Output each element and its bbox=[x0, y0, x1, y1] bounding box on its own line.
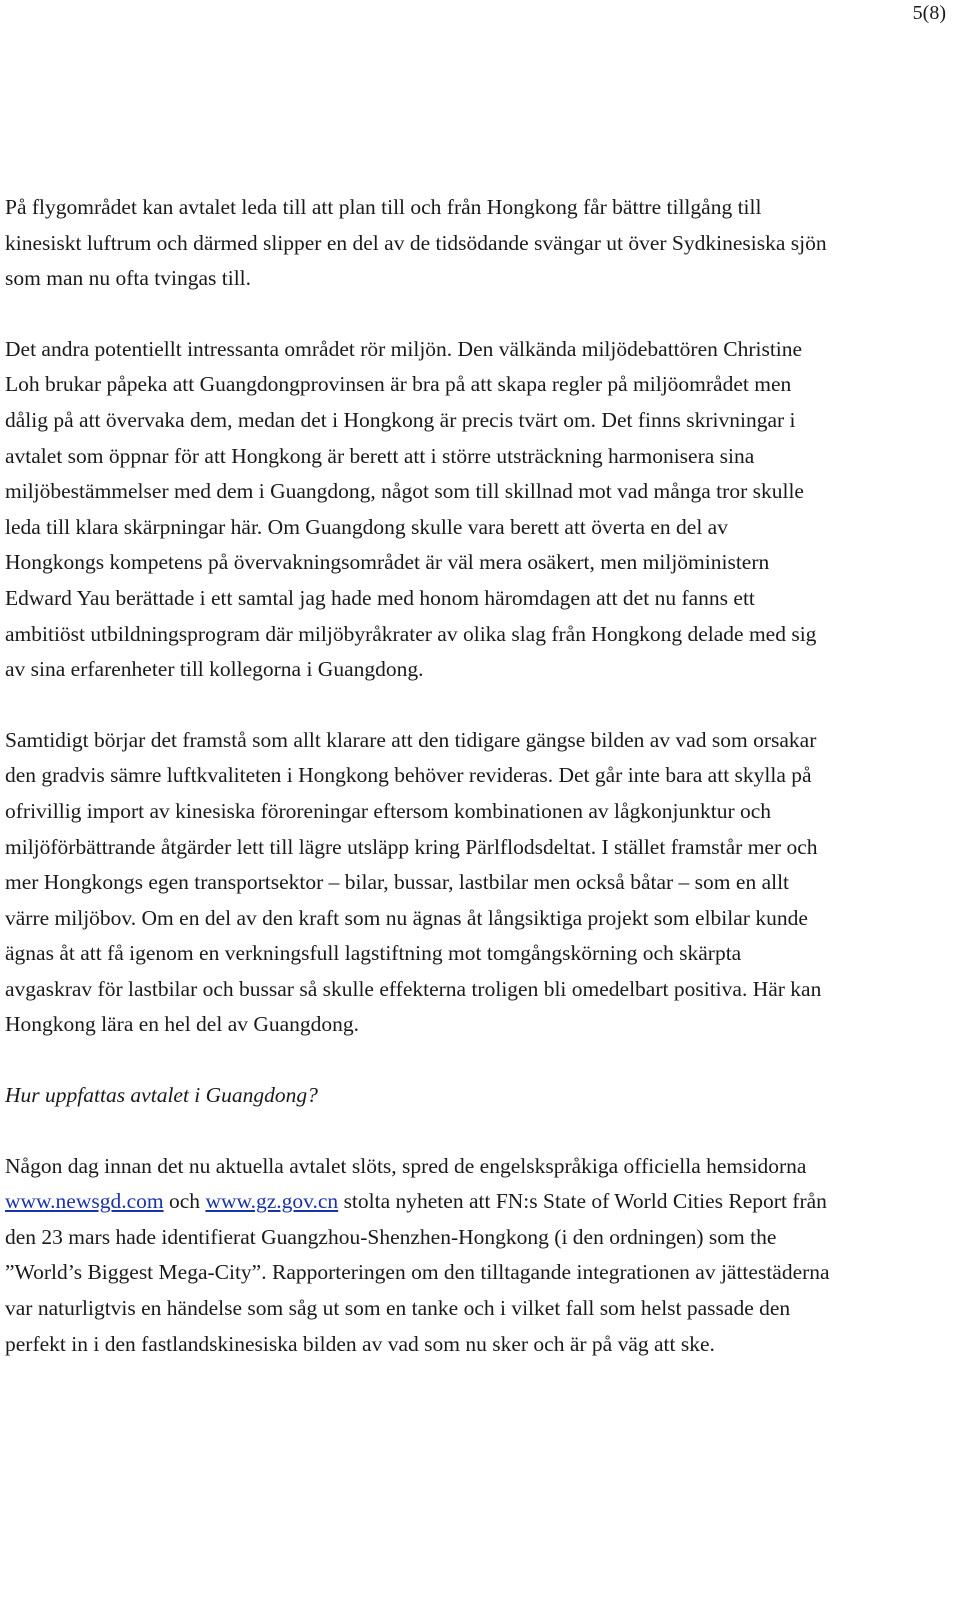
paragraph-air-quality: Samtidigt börjar det framstå som allt klarare att den tidigare gängse bilden av vad som orsakar den gradvis sämre luftkvaliteten i Hongkong behöver revideras. Det går inte bara att skylla på ofrivillig import av kinesiska föroreningar eftersom kombinationen av lågkonjunktur och miljöförbättrande åtgärder lett till lägre utsläpp kring Pärlflodsdeltat. I stället framstår mer och mer Hongkongs egen transportsektor – bilar, bussar, lastbilar men också båtar – som en allt värre miljöbov. Om en del av den kraft som nu ägnas åt långsiktiga projekt som elbilar kunde ägnas åt att få igenom en verkningsfull lagstiftning mot tomgångskörning och skärpta avgaskrav för lastbilar och bussar så skulle effekterna troligen bli omedelbart positiva. Här kan Hongkong lära en hel del av Guangdong. bbox=[5, 727, 822, 1037]
document-body bbox=[5, 190, 830, 1362]
section-subheading: Hur uppfattas avtalet i Guangdong? bbox=[5, 1083, 318, 1108]
newsgd-link[interactable]: www.newsgd.com bbox=[5, 1189, 164, 1214]
paragraph-websites bbox=[5, 1149, 830, 1363]
gz-gov-link[interactable]: www.gz.gov.cn bbox=[205, 1189, 339, 1214]
websites-text-3: stolta nyheten att FN:s State of World Cities Report från den 23 mars hade identifierat Guangzhou-Shenzhen-Hongkong (i den ordningen) som the ”World’s Biggest Mega-City”. Rapporteringen om den tilltagande integrationen av jättestäderna var naturligtvis en händelse som såg ut som en tanke och i vilket fall som helst passade den perfekt in i den fastlandskinesiska bilden av vad som nu sker och är på väg att ske. bbox=[5, 1189, 830, 1356]
websites-text-1: Någon dag innan det nu aktuella avtalet slöts, spred de engelskspråkiga officiella hemsidorna bbox=[5, 1153, 807, 1178]
paragraph-environment: Det andra potentiellt intressanta området rör miljön. Den välkända miljödebattören Christine Loh brukar påpeka att Guangdongprovinsen är bra på att skapa regler på miljöområdet men dålig på att övervaka dem, medan det i Hongkong är precis tvärt om. Det finns skrivningar i avtalet som öppnar för att Hongkong är berett att i större utsträckning harmonisera sina miljöbestämmelser med dem i Guangdong, något som till skillnad mot vad många tror skulle leda till klara skärpningar här. Om Guangdong skulle vara berett att överta en del av Hongkongs kompetens på övervakningsområdet är väl mera osäkert, men miljöministern Edward Yau berättade i ett samtal jag hade med honom häromdagen att det nu fanns ett ambitiöst utbildningsprogram där miljöbyråkrater av olika slag från Hongkong delade med sig av sina erfarenheter till kollegorna i Guangdong. bbox=[5, 336, 817, 682]
page-number: 5(8) bbox=[912, 2, 946, 24]
websites-text-2: och bbox=[163, 1189, 206, 1214]
paragraph-flight-area: På flygområdet kan avtalet leda till att plan till och från Hongkong får bättre tillgång till kinesiskt luftrum och därmed slipper en del av de tidsödande svängar ut över Sydkinesiska sjön som man nu ofta tvingas till. bbox=[5, 195, 827, 291]
